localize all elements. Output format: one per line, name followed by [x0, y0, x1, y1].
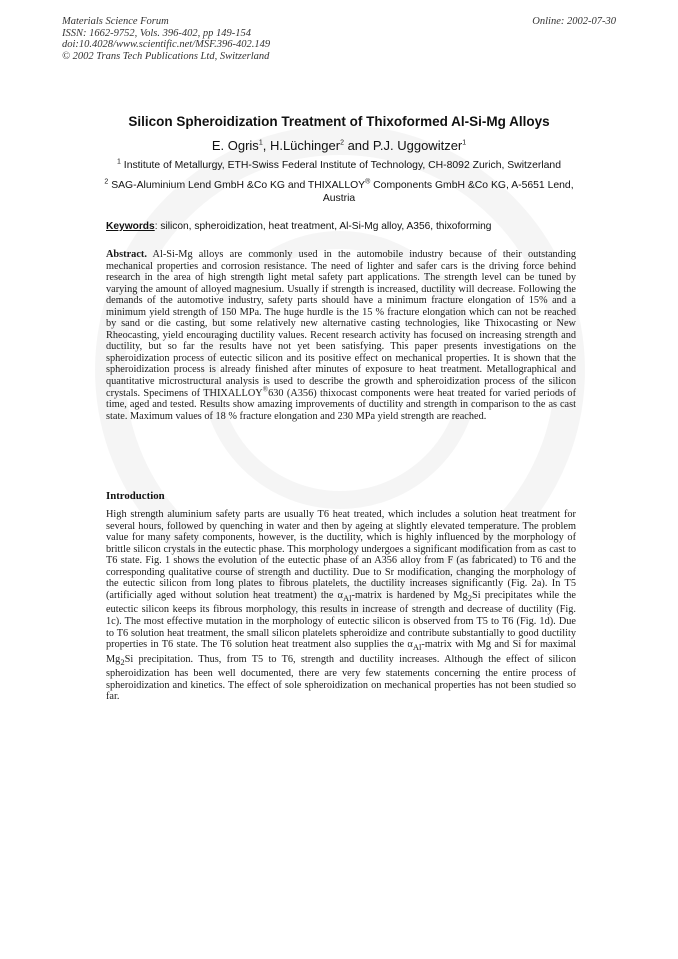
introduction-body: [106, 509, 576, 703]
author-2-affil-mark: 2: [340, 139, 344, 147]
affiliation-1: [90, 160, 588, 173]
online-date: Online: 2002-07-30: [532, 16, 616, 27]
author-3: P.J. Uggowitzer: [372, 138, 463, 153]
author-separator: and: [343, 138, 373, 153]
affiliation-1-text: Institute of Metallurgy, ETH-Swiss Federal Institute of Technology, CH-8092 Zurich, Switzerland: [120, 160, 561, 171]
affiliation-2-text-a: SAG-Aluminium Lend GmbH &Co KG and THIXALLOY: [108, 180, 366, 191]
author-list: [0, 138, 678, 153]
keywords-label: Keywords: [106, 221, 155, 232]
author-3-affil-mark: 1: [462, 139, 467, 147]
author-2: H.Lüchinger: [269, 138, 341, 153]
keywords-text: silicon, spheroidization, heat treatment, Al-Si-Mg alloy, A356, thixoforming: [157, 221, 492, 232]
abstract-text-b: 630 (A356) thixocast components were heat treated for varied periods of time, aged and tested. Results show amazing improvements of ductility and strength in comparison to the as cast state. Maximum values of 18 % fracture elongation and 230 MPa yield strength are reached.: [106, 387, 577, 422]
issn-line: ISSN: 1662-9752, Vols. 396-402, pp 149-154: [62, 27, 251, 39]
author-separator: ,: [262, 138, 270, 153]
affiliation-2-mark: 2: [104, 178, 109, 186]
paper-title: Silicon Spheroidization Treatment of Thixoformed Al-Si-Mg Alloys: [128, 114, 550, 129]
intro-text-3: Si precipitates while the eutectic silicon keeps its fibrous morphology, this results in increase of strength and decrease of ductility (Fig. 1c). The most effective mutation in the morphology of eutectic silicon is observed from T5 to T6 (Fig. 1d). Due to T6 solution heat treatment, the small silicon platelets spheroidize and contribute substantially to good ductility properties in T6 state. The T6 solution heat treatment also supplies the α: [106, 589, 576, 651]
affiliation-2-text-b: Components GmbH &Co KG, A-5651 Lend, Austria: [322, 180, 574, 204]
registered-mark: ®: [365, 178, 371, 186]
registered-mark: ®: [262, 385, 269, 394]
journal-header: [62, 16, 270, 62]
affiliation-1-mark: 1: [117, 158, 121, 166]
intro-text-1: High strength aluminium safety parts are usually T6 heat treated, which includes a solution heat treatment for several hours, followed by quenching in water and then by ageing at slightly elevated temperature. The problem value for many safety components, however, is the ductility, which is highly influenced by the morphology of brittle silicon crystals in the eutectic phase. This morphology undergoes a significant modification from as cast to T6 state. Fig. 1 shows the evolution of the eutectic phase of an A356 alloy from F (as fabricated) to T6 and the corresponding qualitative course of strength and ductility. Due to Sr modification, changing the morphology of the eutectic silicon from long plates to fibrous platelets, the ductility increases significantly (Fig. 2a). In T5 (artificially aged without solution heat treatment) the α: [106, 509, 576, 601]
abstract-text-a: Al-Si-Mg alloys are commonly used in the automobile industry because of their outstanding mechanical properties and corrosion resistance. The need of lighter and safer cars is the driving force behind research in the area of high strength light metal safety part applications. The strength level can be tuned by varying the amount of alloyed magnesium. Usually if strength is increased, ductility will decrease. Following the demands of the automotive industry, safety parts should have a minimum fracture elongation of 15% and a minimum yield strength of 150 MPa. The huge hurdle is the 15 % fracture elongation which can not be reached by sand or die casting, but some relatively new alternative casting technologies, like Thixocasting or New Rheocasting, yield encouraging ductility values. Recent research activity has focused on increasing strength and ductility, but so far the results have not yet been satisfying. This paper presents investigations on the spheroidization process of eutectic silicon and its positive effect on mechanical properties. It is shown that the spheroidization process is already finished after minutes of exposure to heat treatment. Metallographical and quantitative microstructural analysis is used to describe the growth and spheroidization process of the silicon crystals. Specimens of THIXALLOY: [106, 249, 576, 399]
copyright-line: © 2002 Trans Tech Publications Ltd, Switzerland: [62, 50, 270, 62]
mg2si-subscript: 2: [120, 656, 125, 667]
keywords-line: [106, 221, 576, 232]
affiliation-2: [90, 180, 588, 205]
intro-text-2: -matrix is hardened by Mg: [351, 589, 468, 601]
intro-text-4: -matrix with Mg and Si for maximal Mg: [106, 639, 576, 665]
author-1-affil-mark: 1: [258, 139, 263, 147]
mg2si-subscript: 2: [467, 592, 472, 603]
alpha-al-subscript: Al: [342, 592, 352, 603]
journal-name: Materials Science Forum: [62, 16, 169, 27]
doi-line[interactable]: doi:10.4028/www.scientific.net/MSF.396-402.149: [62, 39, 271, 50]
alpha-al-subscript: Al: [412, 642, 422, 653]
keywords-colon: :: [154, 221, 158, 232]
abstract: [106, 249, 576, 422]
author-1: E. Ogris: [211, 138, 259, 153]
intro-text-5: Si precipitation. Thus, from T5 to T6, strength and ductility increases. Although the effect of silicon spheroidization has been well documented, there are very few statements concerning the entire process of spheroidization and kinetics. The effect of sole spheroidization on mechanical properties has not been studied so far.: [106, 653, 576, 703]
abstract-label: Abstract.: [106, 249, 147, 260]
introduction-heading: Introduction: [106, 490, 165, 502]
